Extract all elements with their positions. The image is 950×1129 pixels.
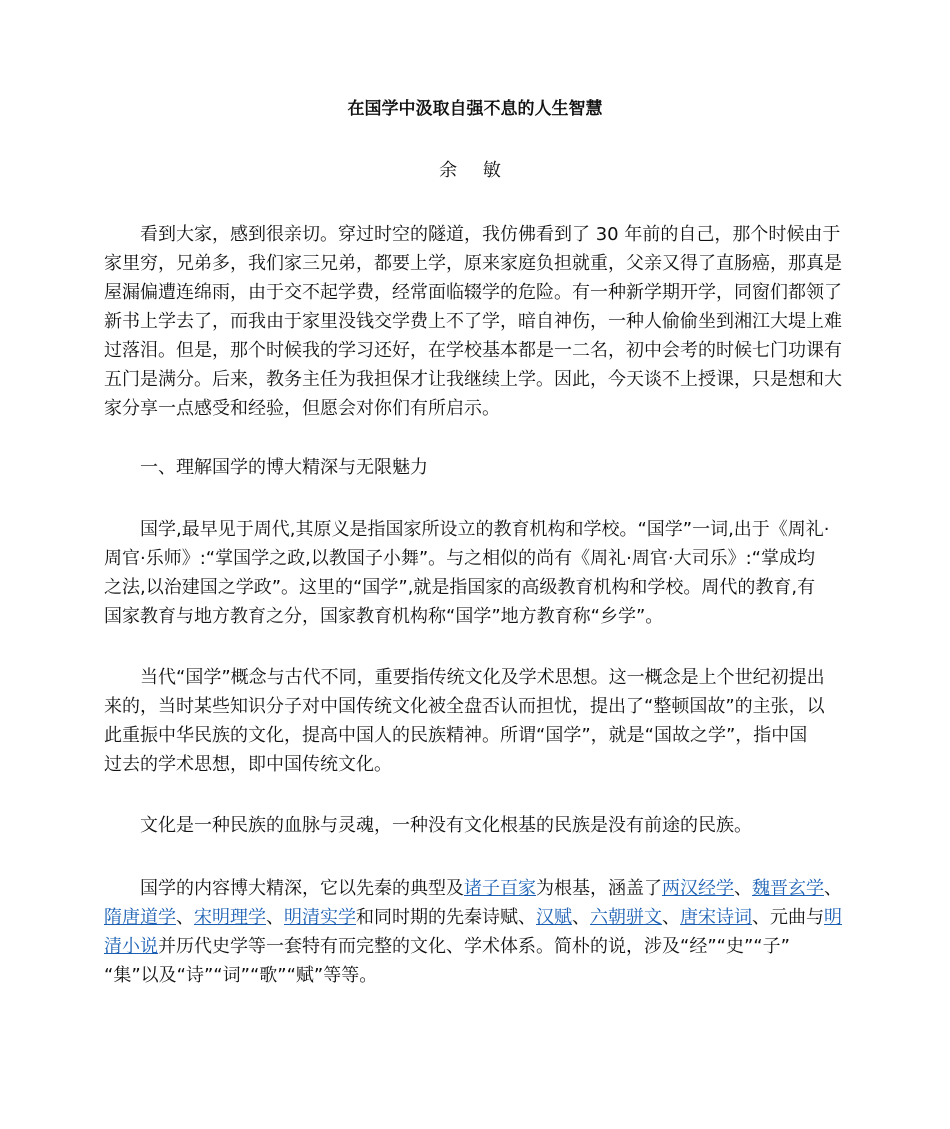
text-line: 周官·乐师》:“掌国学之政,以教国子小舞”。与之相似的尚有《周礼·周官·大司乐》:“掌成均 <box>104 548 815 569</box>
text-line <box>104 903 848 932</box>
text-line: 五门是满分。后来，教务主任为我担保才让我继续上学。因此，今天谈不上授课，只是想和大 <box>104 369 842 390</box>
link-tangsong-shici[interactable]: 唐宋诗词 <box>680 907 752 928</box>
text-line: 看到大家，感到很亲切。穿过时空的隧道，我仿佛看到了 30 年前的自己，那个时候由于 <box>140 224 841 245</box>
text-line: 家分享一点感受和经验，但愿会对你们有所启示。 <box>104 398 500 419</box>
text-line: 国家教育与地方教育之分，国家教育机构称“国学”地方教育称“乡学”。 <box>104 606 664 627</box>
text-span: 、 <box>662 907 680 928</box>
text-span: 、 <box>572 907 590 928</box>
text-line: 新书上学去了，而我由于家里没钱交学费上不了学，暗自神伤，一种人偷偷坐到湘江大堤上难 <box>104 311 842 332</box>
text-line: 来的，当时某些知识分子对中国传统文化被全盘否认而担忧，提出了“整顿国故”的主张，以 <box>104 696 825 717</box>
link-weijin-xuanxue[interactable]: 魏晋玄学 <box>752 878 824 899</box>
text-span: 、元曲与 <box>752 907 824 928</box>
text-span: 、 <box>176 907 194 928</box>
text-line <box>104 874 848 903</box>
link-hanfu[interactable]: 汉赋 <box>536 907 572 928</box>
text-span: 、 <box>266 907 284 928</box>
text-line: 过落泪。但是，那个时候我的学习还好，在学校基本都是一二名，初中会考的时候七门功课有 <box>104 340 842 361</box>
section-heading: 一、理解国学的博大精深与无限魅力 <box>140 457 428 478</box>
author-name: 余 敏 <box>439 160 511 181</box>
text-line: 国学,最早见于周代,其原义是指国家所设立的教育机构和学校。“国学”一词,出于《周礼· <box>140 519 830 540</box>
text-span: 国学的内容博大精深，它以先秦的典型及 <box>140 878 464 899</box>
text-line: 家里穷，兄弟多，我们家三兄弟，都要上学，原来家庭负担就重，父亲又得了直肠癌，那真是 <box>104 253 842 274</box>
text-span: 和同时期的先秦诗赋、 <box>356 907 536 928</box>
text-span: 并历代史学等一套特有而完整的文化、学术体系。简朴的说，涉及“经”“史”“子” <box>158 936 790 957</box>
text-line: 当代“国学”概念与古代不同，重要指传统文化及学术思想。这一概念是上个世纪初提出 <box>140 667 825 688</box>
text-span: 、 <box>824 878 842 899</box>
text-line: 此重振中华民族的文化，提高中国人的民族精神。所谓“国学”，就是“国故之学”，指中国 <box>104 725 808 746</box>
text-span: 为根基，涵盖了 <box>536 878 662 899</box>
link-liuchao-pianwen[interactable]: 六朝骈文 <box>590 907 662 928</box>
paragraph-guoxue-origin <box>104 515 848 631</box>
text-line: 之法,以治建国之学政”。这里的“国学”,就是指国家的高级教育机构和学校。周代的教育,有 <box>104 577 816 598</box>
text-line: 屋漏偏遭连绵雨，由于交不起学费，经常面临辍学的危险。有一种新学期开学，同窗们都领了 <box>104 282 842 303</box>
text-line: 过去的学术思想，即中国传统文化。 <box>104 754 392 775</box>
text-line: 文化是一种民族的血脉与灵魂，一种没有文化根基的民族是没有前途的民族。 <box>140 815 752 836</box>
link-lianghan-jingxue[interactable]: 两汉经学 <box>662 878 734 899</box>
document-title: 在国学中汲取自强不息的人生智慧 <box>347 99 603 119</box>
link-mingqing-shixue[interactable]: 明清实学 <box>284 907 356 928</box>
paragraph-intro <box>104 220 848 423</box>
paragraph-culture <box>104 811 848 840</box>
paragraph-guoxue-content <box>104 874 848 990</box>
link-suitang-daoxue[interactable]: 隋唐道学 <box>104 907 176 928</box>
link-mingqing-xiaoshuo[interactable]: 清小说 <box>104 936 158 957</box>
link-mingqing-xiaoshuo[interactable]: 明 <box>824 907 842 928</box>
text-span: 、 <box>734 878 752 899</box>
text-line: “集”以及“诗”“词”“歌”“赋”等等。 <box>104 965 378 986</box>
paragraph-modern-guoxue <box>104 663 848 779</box>
link-songming-lixue[interactable]: 宋明理学 <box>194 907 266 928</box>
link-zhuzi-baijia[interactable]: 诸子百家 <box>464 878 536 899</box>
text-line <box>104 932 848 961</box>
